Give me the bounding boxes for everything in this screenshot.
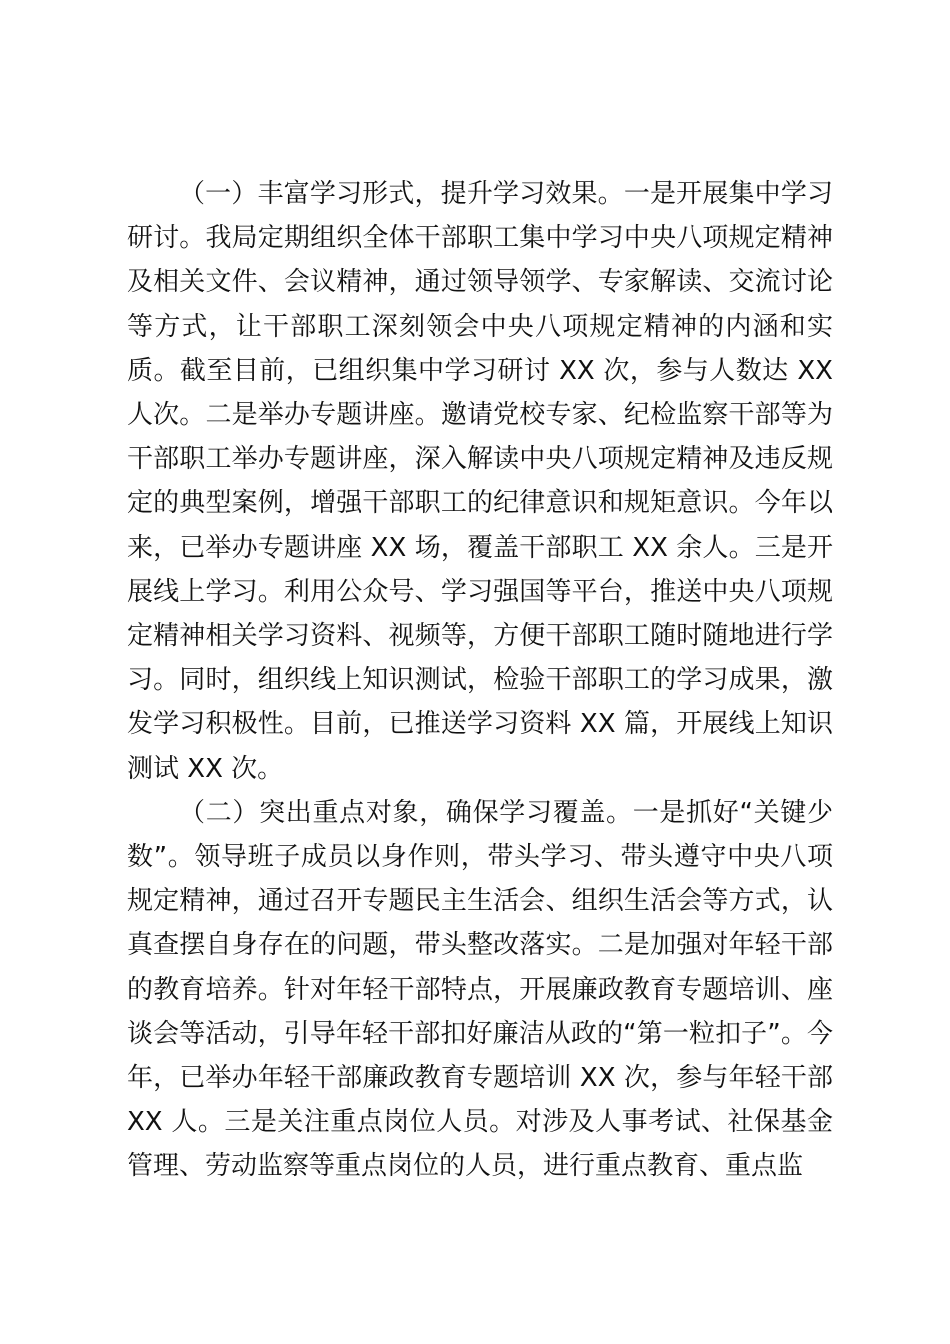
paragraph-study-forms: （一）丰富学习形式，提升学习效果。一是开展集中学习研讨。我局定期组织全体干部职工集中学习中央八项规定精神及相关文件、会议精神，通过领导领学、专家解读、交流讨论等方式，让干部职工深刻领会中央八项规定精神的内涵和实质。截至目前，已组织集中学习研讨 XX 次，参与人数达 XX 人次。二是举办专题讲座。邀请党校专家、纪检监察干部等为干部职工举办专题讲座，深入解读中央八项规定精神及违反规定的典型案例，增强干部职工的纪律意识和规矩意识。今年以来，已举办专题讲座 XX 场，覆盖干部职工 XX 余人。三是开展线上学习。利用公众号、学习强国等平台，推送中央八项规定精神相关学习资料、视频等，方便干部职工随时随地进行学习。同时，组织线上知识测试，检验干部职工的学习成果，激发学习积极性。目前，已推送学习资料 XX 篇，开展线上知识测试 XX 次。 [127, 179, 833, 784]
paragraph-key-targets: （二）突出重点对象，确保学习覆盖。一是抓好“关键少数”。领导班子成员以身作则，带头学习、带头遵守中央八项规定精神，通过召开专题民主生活会、组织生活会等方式，认真查摆自身存在的问题，带头整改落实。二是加强对年轻干部的教育培养。针对年轻干部特点，开展廉政教育专题培训、座谈会等活动，引导年轻干部扣好廉洁从政的“第一粒扣子”。今年，已举办年轻干部廉政教育专题培训 XX 次，参与年轻干部 XX 人。三是关注重点岗位人员。对涉及人事考试、社保基金管理、劳动监察等重点岗位的人员，进行重点教育、重点监 [127, 797, 833, 1182]
document-body [127, 172, 833, 1189]
